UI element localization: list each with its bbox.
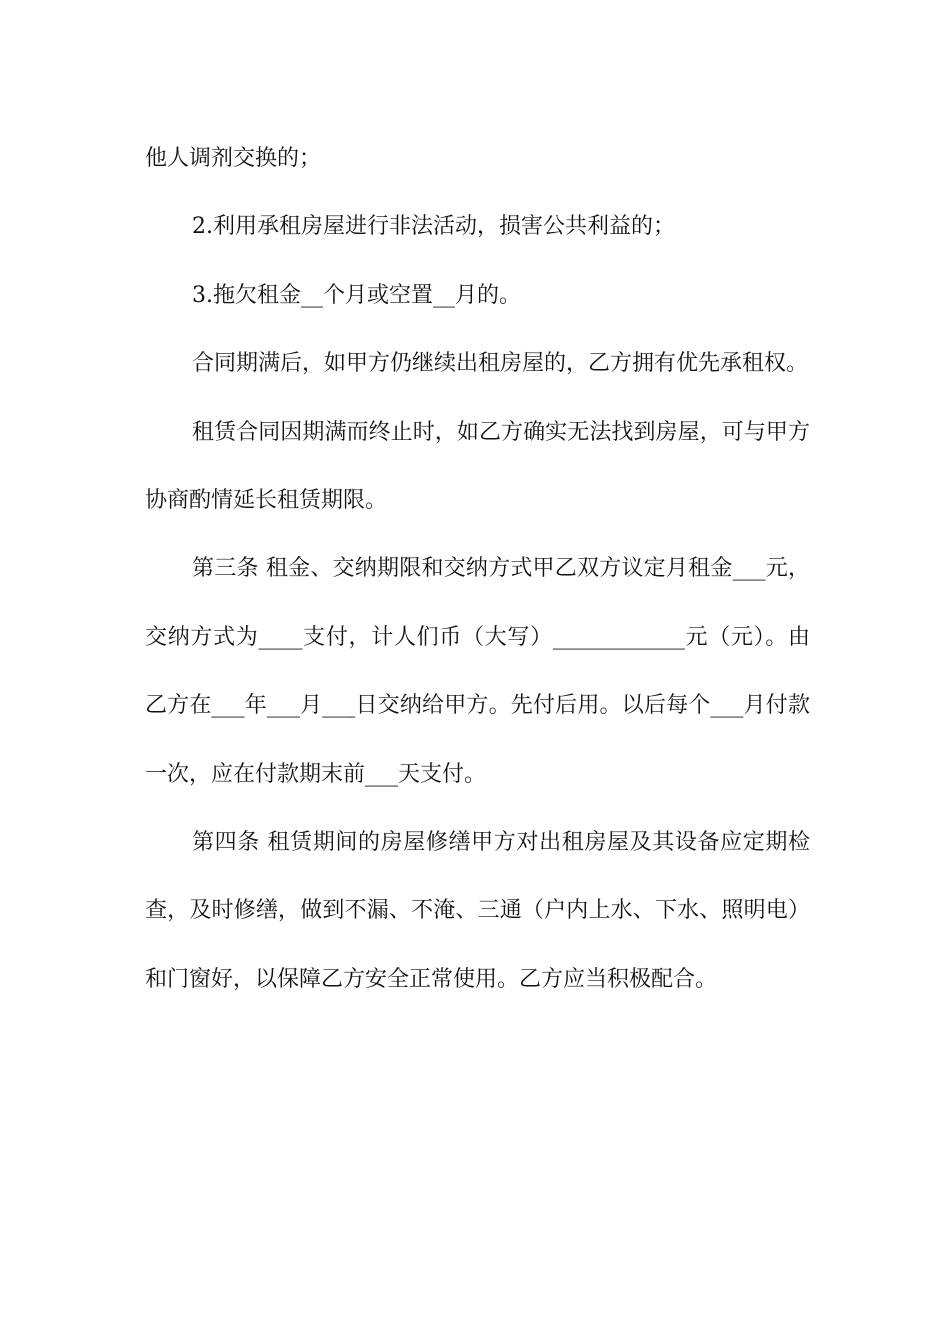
paragraph-lease-extension: 租赁合同因期满而终止时，如乙方确实无法找到房屋，可与甲方协商酌情延长租赁期限。 bbox=[145, 419, 810, 514]
paragraph-renewal-priority: 合同期满后，如甲方仍继续出租房屋的，乙方拥有优先承租权。 bbox=[192, 351, 809, 377]
paragraph-article-4-repairs: 第四条 租赁期间的房屋修缮甲方对出租房屋及其设备应定期检查，及时修缮，做到不漏、不淹、三通（户内上水、下水、照明电）和门窗好，以保障乙方安全正常使用。乙方应当积极配合。 bbox=[145, 830, 810, 992]
document-body bbox=[145, 125, 810, 1014]
paragraph-item-2: 2.利用承租房屋进行非法活动，损害公共利益的； bbox=[192, 214, 675, 240]
paragraph-item-3: 3.拖欠租金__个月或空置__月的。 bbox=[192, 282, 521, 308]
paragraph-continuation: 他人调剂交换的； bbox=[145, 146, 322, 171]
paragraph-article-3-rent: 第三条 租金、交纳期限和交纳方式甲乙双方议定月租金___元，交纳方式为____支付，计人们币（大写）____________元（元）。由乙方在___年___月___日交纳给甲方。先付后用。以后每个___月付款一次，应在付款期末前___天支付。 bbox=[145, 556, 810, 787]
